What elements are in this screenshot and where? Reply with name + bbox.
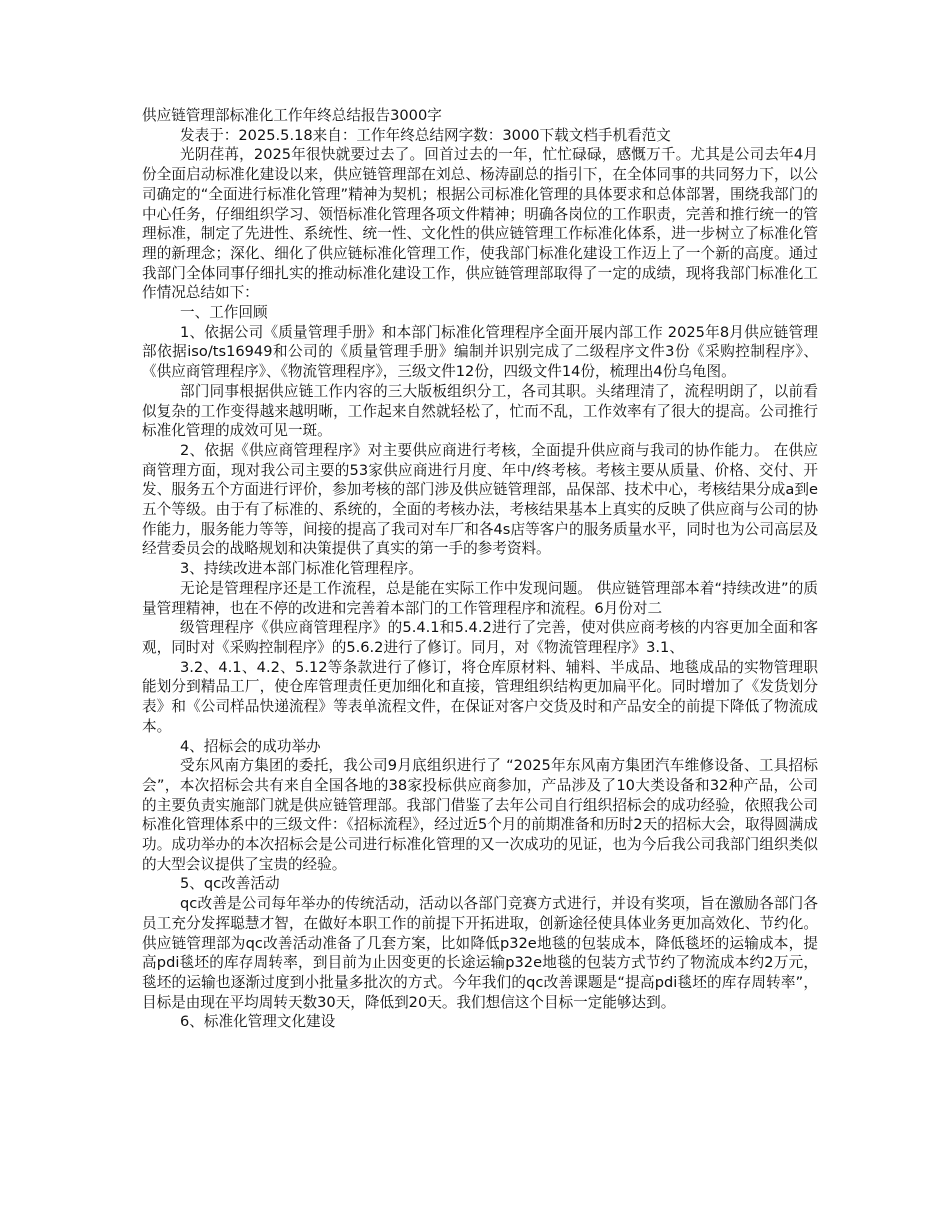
paragraph-continuous-improvement: 无论是管理程序还是工作流程，总是能在实际工作中发现问题。 供应链管理部本着“持续改进”的质量管理精神，也在不停的改进和完善着本部门的工作管理程序和流程。6月份对二	[142, 579, 818, 617]
subheading-item-4: 4、招标会的成功举办	[180, 737, 321, 755]
paragraph-item-1: 1、依据公司《质量管理手册》和本部门标准化管理程序全面开展内部工作 2025年8月供应链管理部依据iso/ts16949和公司的《质量管理手册》编制并识别完成了二级程序文件3份《采购控制程序》、《供应商管理程序》、《物流管理程序》，三级文件12份，四级文件14份，梳理出4份乌龟图。	[142, 323, 818, 381]
subheading-item-6: 6、标准化管理文化建设	[180, 1013, 336, 1031]
paragraph-tender-meeting: 受东风南方集团的委托，我公司9月底组织进行了 “2025年东风南方集团汽车维修设备、工具招标会”，本次招标会共有来自全国各地的38家投标供应商参加，产品涉及了10大类设备和32种产品，公司的主要负责实施部门就是供应链管理部。我部门借鉴了去年公司自行组织招标会的成功经验，依照我公司标准化管理体系中的三级文件：《招标流程》，经过近5个月的前期准备和历时2天的招标大会，取得圆满成功。成功举办的本次招标会是公司进行标准化管理的又一次成功的见证，也为今后我公司我部门组织类似的大型会议提供了宝贵的经验。	[142, 757, 818, 873]
document-title: 供应链管理部标准化工作年终总结报告3000字	[142, 107, 442, 124]
document-body	[142, 106, 818, 1032]
paragraph-intro: 光阴荏苒，2025年很快就要过去了。回首过去的一年，忙忙碌碌，感慨万千。尤其是公司去年4月份全面启动标准化建设以来，供应链管理部在刘总、杨涛副总的指引下，在全体同事的共同努力下，以公司确定的“全面进行标准化管理”精神为契机；根据公司标准化管理的具体要求和总体部署，围绕我部门的中心任务，仔细组织学习、领悟标准化管理各项文件精神；明确各岗位的工作职责，完善和推行统一的管理标准，制定了先进性、系统性、统一性、文化性的供应链管理工作标准化体系，进一步树立了标准化管理的新理念；深化、细化了供应链标准化管理工作，使我部门标准化建设工作迈上了一个新的高度。通过我部门全体同事仔细扎实的推动标准化建设工作，供应链管理部取得了一定的成绩，现将我部门标准化工作情况总结如下：	[142, 146, 818, 302]
subheading-item-5: 5、qc改善活动	[180, 875, 280, 893]
section-heading-review: 一、工作回顾	[180, 304, 268, 322]
paragraph-program-revision: 级管理程序《供应商管理程序》的5.4.1和5.4.2进行了完善，使对供应商考核的内容更加全面和客观，同时对《采购控制程序》的5.6.2进行了修订。同月，对《物流管理程序》3.1、	[142, 619, 818, 656]
paragraph-qc-improvement: qc改善是公司每年举办的传统活动，活动以各部门竞赛方式进行，并设有奖项，旨在激励各部门各员工充分发挥聪慧才智，在做好本职工作的前提下开拓进取，创新途径使具体业务更加高效化、节约化。供应链管理部为qc改善活动准备了几套方案，比如降低p32e地毯的包装成本，降低毯坯的运输成本，提高pdi毯坯的库存周转率，到目前为止因变更的长途运输p32e地毯的包装方式节约了物流成本约2万元，毯坯的运输也逐渐过度到小批量多批次的方式。今年我们的qc改善课题是“提高pdi毯坯的库存周转率”，目标是由现在平均周转天数30天，降低到20天。我们想信这个目标一定能够达到。	[142, 895, 818, 1011]
subheading-item-3: 3、持续改进本部门标准化管理程序。	[180, 560, 423, 578]
paragraph-logistics-revision: 3.2、4.1、4.2、5.12等条款进行了修订，将仓库原材料、辅料、半成品、地毯成品的实物管理职能划分到精品工厂，使仓库管理责任更加细化和直接，管理组织结构更加扁平化。同时增加了《发货划分表》和《公司样品快递流程》等表单流程文件，在保证对客户交货及时和产品安全的前提下降低了物流成本。	[142, 658, 818, 735]
document-meta: 发表于：2025.5.18来自：工作年终总结网字数：3000下载文档手机看范文	[180, 126, 671, 144]
paragraph-division-of-work: 部门同事根据供应链工作内容的三大版板组织分工，各司其职。头绪理清了，流程明朗了，以前看似复杂的工作变得越来越明晰，工作起来自然就轻松了，忙而不乱，工作效率有了很大的提高。公司推行标准化管理的成效可见一斑。	[142, 382, 818, 440]
paragraph-item-2: 2、依据《供应商管理程序》对主要供应商进行考核，全面提升供应商与我司的协作能力。 在供应商管理方面，现对我公司主要的53家供应商进行月度、年中/终考核。考核主要从质量、价格、交付、开发、服务五个方面进行评价，参加考核的部门涉及供应链管理部，品保部、技术中心，考核结果分成a到e五个等级。由于有了标准的、系统的，全面的考核办法，考核结果基本上真实的反映了供应商与公司的协作能力，服务能力等等，间接的提高了我司对车厂和各4s店等客户的服务质量水平，同时也为公司高层及经营委员会的战略规划和决策提供了真实的第一手的参考资料。	[142, 441, 818, 558]
